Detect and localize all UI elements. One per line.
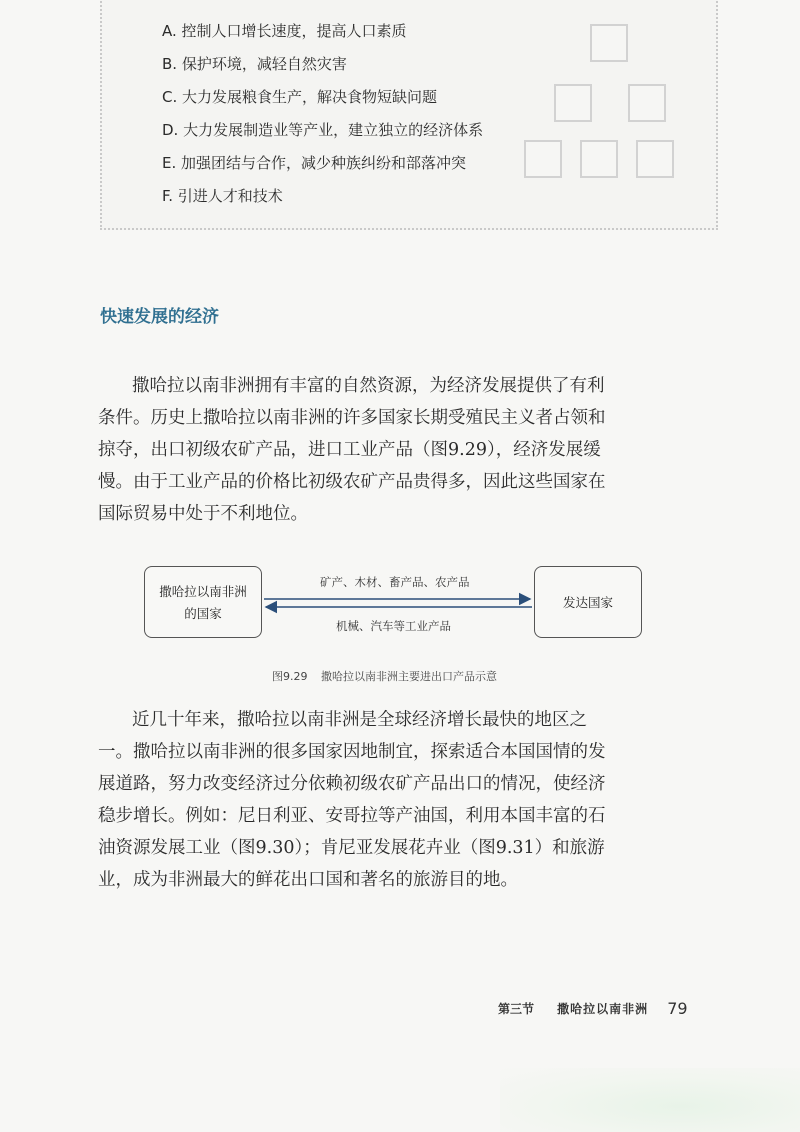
paragraph-2: 近几十年来，撒哈拉以南非洲是全球经济增长最快的地区之一。撒哈拉以南非洲的很多国家因地制宜，探索适合本国国情的发展道路，努力改变经济过分依赖初级农矿产品出口的情况，使经济稳步增长。例如：尼日利亚、安哥拉等产油国，利用本国丰富的石油资源发展工业（图9.30）；肯尼亚发展花卉业（图9.31）和旅游业，成为非洲最大的鲜花出口国和著名的旅游目的地。 — [98, 710, 606, 890]
caption-text: 撒哈拉以南非洲主要进出口产品示意 — [321, 670, 497, 683]
answer-square — [636, 140, 674, 178]
option-d: D. 大力发展制造业等产业，建立独立的经济体系 — [162, 121, 484, 139]
option-e: E. 加强团结与合作，减少种族纠纷和部落冲突 — [162, 154, 467, 172]
export-label: 矿产、木材、畜产品、农产品 — [320, 575, 470, 589]
page-number: 79 — [667, 999, 688, 1018]
caption-number: 图9.29 — [272, 670, 308, 683]
options-box — [100, 0, 718, 230]
photo-glare — [500, 1068, 800, 1132]
sub-saharan-countries-box — [144, 566, 262, 638]
developed-countries-box: 发达国家 — [534, 566, 642, 638]
option-f: F. 引进人才和技术 — [162, 187, 283, 205]
left-box-line2: 的国家 — [184, 606, 222, 621]
footer-section: 第三节 — [498, 1002, 535, 1016]
trade-diagram — [144, 566, 644, 642]
section-title: 快速发展的经济 — [100, 307, 219, 327]
option-a: A. 控制人口增长速度，提高人口素质 — [162, 22, 407, 40]
figure-caption — [272, 668, 497, 684]
answer-square — [580, 140, 618, 178]
answer-square — [554, 84, 592, 122]
answer-square — [590, 24, 628, 62]
paragraph-1: 撒哈拉以南非洲拥有丰富的自然资源，为经济发展提供了有利条件。历史上撒哈拉以南非洲的许多国家长期受殖民主义者占领和掠夺，出口初级农矿产品，进口工业产品（图9.29），经济发展缓慢。由于工业产品的价格比初级农矿产品贵得多，因此这些国家在国际贸易中处于不利地位。 — [98, 376, 606, 524]
import-label: 机械、汽车等工业产品 — [336, 619, 451, 633]
option-c: C. 大力发展粮食生产，解决食物短缺问题 — [162, 88, 438, 106]
left-box-line1: 撒哈拉以南非洲 — [159, 584, 247, 599]
answer-square — [524, 140, 562, 178]
footer-chapter: 撒哈拉以南非洲 — [557, 1002, 649, 1016]
answer-square — [628, 84, 666, 122]
option-b: B. 保护环境，减轻自然灾害 — [162, 55, 347, 73]
page-footer — [498, 998, 688, 1018]
